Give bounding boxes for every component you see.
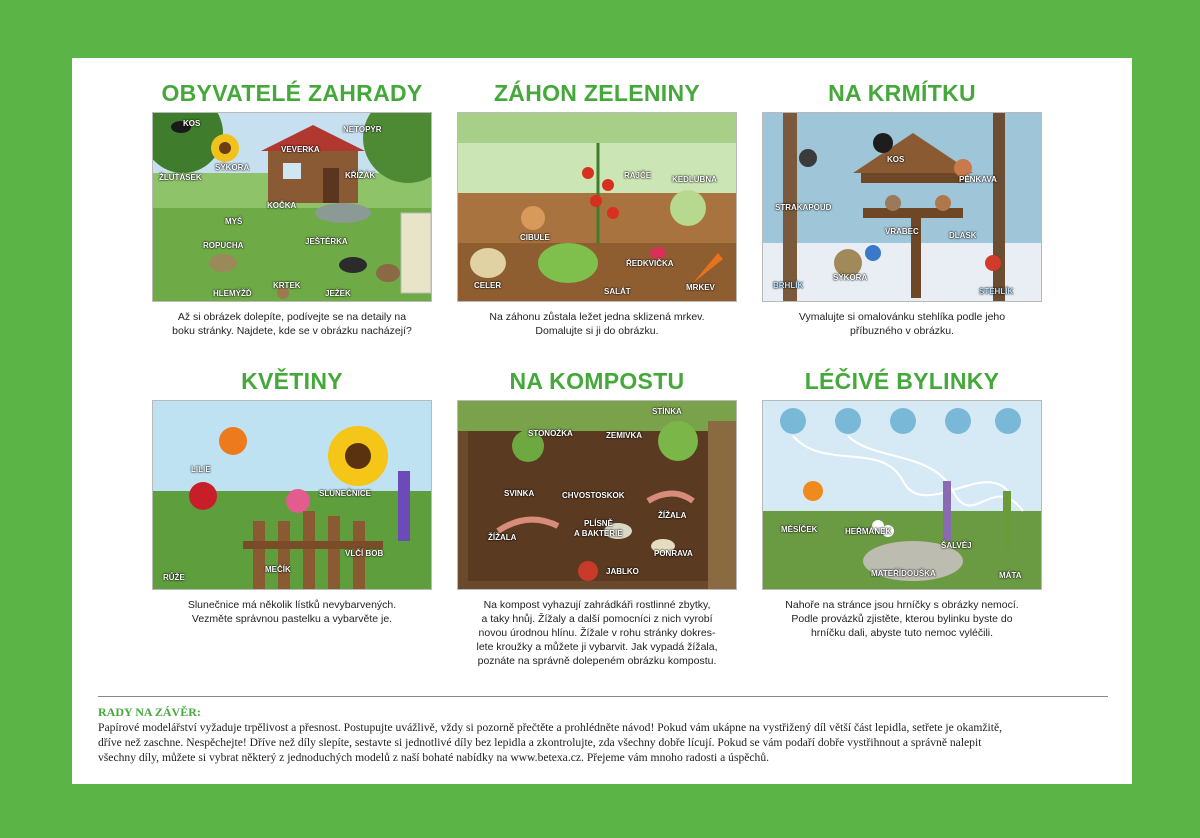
panel-vegetable-bed xyxy=(447,78,747,338)
label-netopyr: NETOPÝR xyxy=(343,125,382,134)
panel-compost xyxy=(447,366,747,668)
label-hlemyzd: HLEMÝŽĎ xyxy=(213,289,252,298)
label-kos: KOS xyxy=(183,119,201,128)
label-vrabec: VRABEC xyxy=(885,227,919,236)
label-ropucha: ROPUCHA xyxy=(203,241,244,250)
label-kos: KOS xyxy=(887,155,905,164)
label-krtek: KRTEK xyxy=(273,281,301,290)
tips-line: všechny díly, můžete si vybrat některý z jednoduchých modelů z naší bohaté nabídky na www.betexa.cz. Přejeme vám mnoho radosti a úspěchů. xyxy=(98,751,770,764)
label-jezek: JEŽEK xyxy=(325,289,351,298)
label-hermanek: HEŘMÁNEK xyxy=(845,527,892,536)
label-vlci-bob: VLČÍ BOB xyxy=(345,549,384,558)
label-zemivka: ZEMIVKA xyxy=(606,431,642,440)
tips-line: Papírové modelářství vyžaduje trpělivost a přesnost. Postupujte uvážlivě, vždy si pozorně přečtěte a prohlédněte návod! Pokud vám ukápne na vystřižený díl větší část lepidla, setřete je okamžitě, xyxy=(98,721,1003,734)
label-kocka: KOČKA xyxy=(267,201,297,210)
panel-title: KVĚTINY xyxy=(241,368,343,394)
label-ponrava: PONRAVA xyxy=(654,549,693,558)
garden-inhabitants-illustration xyxy=(152,112,432,302)
label-sykora: SÝKORA xyxy=(833,273,868,282)
panel-title: ZÁHON ZELENINY xyxy=(493,80,701,106)
final-tips xyxy=(98,705,1108,765)
panel-garden-inhabitants xyxy=(142,78,442,338)
label-zizala-right: ŽÍŽALA xyxy=(658,511,687,520)
label-brhlik: BRHLÍK xyxy=(773,281,804,290)
label-stehlik: STEHLÍK xyxy=(979,287,1014,296)
label-zizala-left: ŽÍŽALA xyxy=(488,533,517,542)
panel-herbs xyxy=(752,366,1052,640)
tips-title: RADY NA ZÁVĚR: xyxy=(98,705,201,719)
label-mys: MYŠ xyxy=(225,217,243,226)
label-jesterka: JEŠTĚRKA xyxy=(305,237,348,246)
tips-divider xyxy=(98,696,1108,697)
label-mata: MÁTA xyxy=(999,571,1022,580)
panel-title: LÉČIVÉ BYLINKY xyxy=(804,368,1000,394)
label-cibule: CIBULE xyxy=(520,233,550,242)
label-sykora: SÝKORA xyxy=(215,163,250,172)
panel-caption: Slunečnice má několik lístků nevybarvených. Vezměte správnou pastelku a vybarvěte je. xyxy=(187,599,397,625)
panel-caption: Nahoře na stránce jsou hrníčky s obrázky nemocí. Podle provázků zjistěte, kterou bylinku byste do hrníčku dali, abyste tuto nemoc vyléčili. xyxy=(785,599,1019,639)
flowers-illustration xyxy=(152,400,432,590)
label-a-bakterie: A BAKTERIE xyxy=(574,529,623,538)
label-penkava: PĚNKAVA xyxy=(959,175,997,184)
vegetable-bed-illustration xyxy=(457,112,737,302)
label-veverka: VEVERKA xyxy=(281,145,320,154)
panel-title: NA KOMPOSTU xyxy=(509,368,685,394)
tips-line: dříve než zaschne. Nespěchejte! Dříve než díly slepíte, sestavte si jednotlivé díly bez lepidla a zkontrolujte, zda všechny dobře lícují. Pokud se vám podaří dobře vystřihnout a správně nalepit xyxy=(98,736,982,749)
label-kedlubna: KEDLUBNA xyxy=(672,175,717,184)
panel-title: OBYVATELÉ ZAHRADY xyxy=(161,80,423,106)
panel-bird-feeder xyxy=(752,78,1052,338)
label-materidouska: MATEŘÍDOUŠKA xyxy=(871,569,936,578)
panel-caption: Na kompost vyhazují zahrádkáři rostlinné zbytky, a taky hnůj. Žížaly a další pomocníci z nich vyrobí novou úrodnou hlínu. Žížale v rohu stránky dokres- lete kroužky a můžete ji vybarvit. Jak vypadá žížala, poznáte na správně dolepeném obrázku kompostu. xyxy=(476,599,718,667)
panel-caption: Až si obrázek dolepíte, podívejte se na detaily na boku stránky. Najdete, kde se v obrázku nacházejí? xyxy=(172,311,412,337)
compost-illustration xyxy=(457,400,737,590)
label-chvostoskok: CHVOSTOSKOK xyxy=(562,491,625,500)
panel-caption: Vymalujte si omalovánku stehlíka podle jeho příbuzného v obrázku. xyxy=(798,311,1006,337)
label-rajce: RAJČE xyxy=(624,171,652,180)
activity-sheet xyxy=(72,58,1132,784)
label-stinka: STÍNKA xyxy=(652,407,682,416)
label-salvej: ŠALVĚJ xyxy=(941,541,972,550)
label-stonozka: STONOŽKA xyxy=(528,429,573,438)
label-salat: SALÁT xyxy=(604,287,631,296)
label-jablko: JABLKO xyxy=(606,567,639,576)
label-plisne: PLÍSNĚ xyxy=(584,519,613,528)
label-mrkev: MRKEV xyxy=(686,283,715,292)
label-slunecnice: SLUNEČNICE xyxy=(319,489,372,498)
label-dlask: DLASK xyxy=(949,231,977,240)
label-strakapoud: STRAKAPOUD xyxy=(775,203,832,212)
label-mecik: MEČÍK xyxy=(265,565,291,574)
bird-feeder-illustration xyxy=(762,112,1042,302)
label-redkvicka: ŘEDKVIČKA xyxy=(626,259,674,268)
label-ruze: RŮŽE xyxy=(163,573,185,582)
label-celer: CELER xyxy=(474,281,502,290)
panel-caption: Na záhonu zůstala ležet jedna sklizená mrkev. Domalujte si ji do obrázku. xyxy=(489,311,705,337)
panel-title: NA KRMÍTKU xyxy=(828,80,976,106)
panel-flowers xyxy=(142,366,442,626)
label-lilie: LILIE xyxy=(191,465,211,474)
label-svinka: SVINKA xyxy=(504,489,535,498)
herbs-illustration xyxy=(762,400,1042,590)
label-zlutasek: ŽLUŤÁSEK xyxy=(159,173,202,182)
label-mesicek: MĚSÍČEK xyxy=(781,525,818,534)
label-krizak: KŘIŽÁK xyxy=(345,171,376,180)
